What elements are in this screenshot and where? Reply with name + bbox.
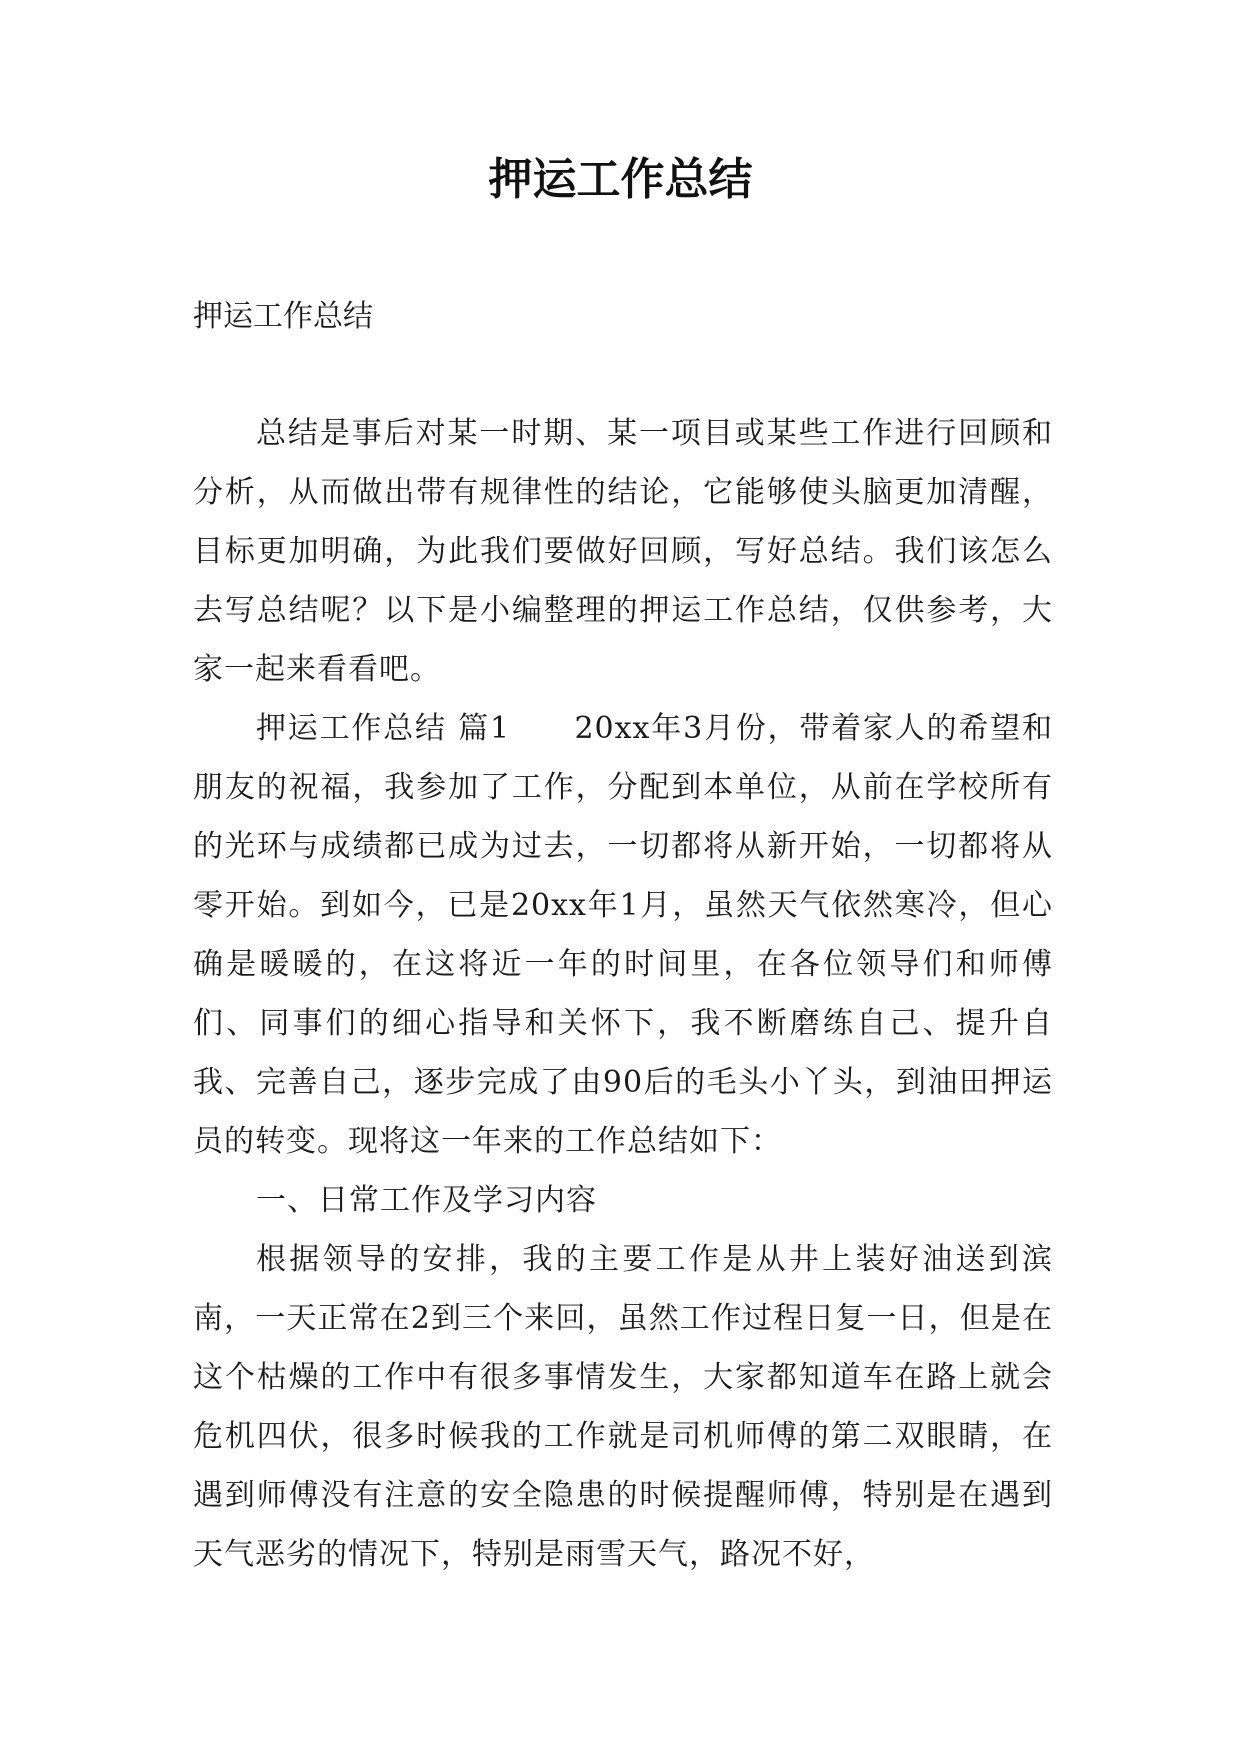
paragraph-daily-work: 根据领导的安排，我的主要工作是从井上装好油送到滨南，一天正常在2到三个来回，虽然工作过程日复一日，但是在这个枯燥的工作中有很多事情发生，大家都知道车在路上就会危机四伏，很多时候我的工作就是司机师傅的第二双眼睛，在遇到师傅没有注意的安全隐患的时候提醒师傅，特别是在遇到天气恶劣的情况下，特别是雨雪天气，路况不好， bbox=[193, 1242, 1053, 1572]
document-title: 押运工作总结 bbox=[488, 154, 753, 205]
paragraph-intro: 总结是事后对某一时期、某一项目或某些工作进行回顾和分析，从而做出带有规律性的结论，它能够使头脑更加清醒，目标更加明确，为此我们要做好回顾，写好总结。我们该怎么去写总结呢？以下是小编整理的押运工作总结，仅供参考，大家一起来看看吧。 bbox=[193, 416, 1053, 687]
paragraph-part-1: 押运工作总结 篇1 20xx年3月份，带着家人的希望和朋友的祝福，我参加了工作，分配到本单位，从前在学校所有的光环与成绩都已成为过去，一切都将从新开始，一切都将从零开始。到如今，已是20xx年1月，虽然天气依然寒冷，但心确是暖暖的，在这将近一年的时间里，在各位领导们和师傅们、同事们的细心指导和关怀下，我不断磨练自己、提升自我、完善自己，逐步完成了由90后的毛头小丫头，到油田押运员的转变。现将这一年来的工作总结如下： bbox=[193, 711, 1053, 1159]
document-body bbox=[193, 404, 1053, 1584]
section-heading-daily-work: 一、日常工作及学习内容 bbox=[256, 1183, 597, 1218]
document-subtitle: 押运工作总结 bbox=[193, 299, 373, 334]
